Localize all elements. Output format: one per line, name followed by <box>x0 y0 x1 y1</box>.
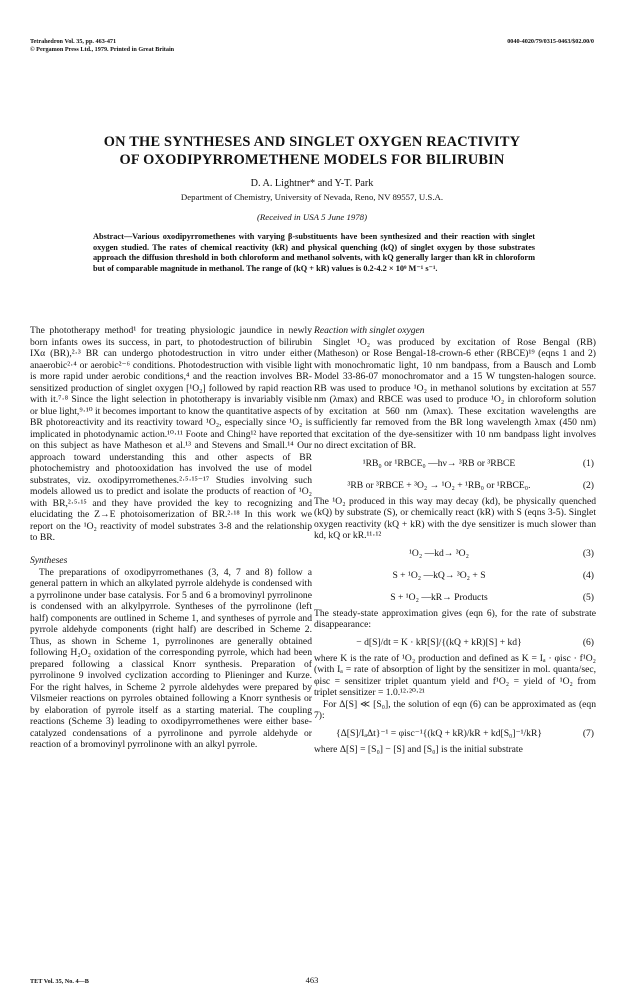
article-title <box>40 133 584 169</box>
equation-5 <box>314 586 596 608</box>
equation-3-body: ¹O₂ —kd→ ³O₂ <box>409 547 469 559</box>
title-line-2: OF OXODIPYRROMETHENE MODELS FOR BILIRUBIN <box>119 152 505 168</box>
section-heading: Reaction with singlet oxygen <box>314 325 425 336</box>
equation-6-number: (6) <box>582 636 594 648</box>
paragraph-3: The steady-state approximation gives (eqn 6), for the rate of substrate disappearance: <box>314 607 596 630</box>
equation-4-number: (4) <box>582 569 594 581</box>
authors: D. A. Lightner* and Y-T. Park <box>250 178 374 189</box>
syntheses-heading: Syntheses <box>30 555 68 566</box>
paragraph-2: The ¹O₂ produced in this way may decay (kd), be physically quenched (kQ) by substrate (S), or chemically react (kR) with S (eqns 3-5). Singlet oxygen reactivity (kQ + kR) with the dye sensitizer is much slower than kd, kQ or kR.¹¹·¹² <box>314 495 596 541</box>
equation-2-body: ³RB or ³RBCE + ³O₂ → ¹O₂ + ¹RB₀ or ¹RBCE₀. <box>347 479 531 491</box>
received-date: (Received in USA 5 June 1978) <box>257 212 367 222</box>
equation-1-number: (1) <box>582 457 594 469</box>
equation-7-body: {Δ[S]/IₐΔt}⁻¹ = φisc⁻¹{(kQ + kR)/kR + kd[S₀]⁻¹/kR} <box>336 727 542 739</box>
equation-1 <box>314 452 596 474</box>
equation-5-number: (5) <box>582 591 594 603</box>
intro-paragraph: The phototherapy method¹ for treating physiologic jaundice in newly born infants owes its success, in part, to photodestruction of bilirubin IXα (BR),²·³ BR can undergo photodestruction in vitro under either anaerobic²·⁴ or aerobic²⁻⁶ conditions. Photodestruction with visible light is more rapid under aerobic conditions,⁴ and the reaction involves BR-sensitized production of singlet oxygen [¹O₂] followed by rapid reaction with it.⁷·⁸ Since the light selection in phototherapy is invariably visible or blue light,⁹·¹⁰ it becomes important to know the quantitative aspects of BR photoreactivity and its reactivity toward ¹O₂, especially since ¹O₂ is implicated in photodynamic action.¹⁰·¹¹ Foote and Ching¹² have reported on this subject as have Matheson et al.¹³ and Stevens and Small.¹⁴ Our approach toward understanding this and other aspects of BR photochemistry and photooxidation has involved the use of model substrates, viz. oxodipyrromethenes.²·⁵·¹⁵⁻¹⁷ Studies involving such models allowed us to predict and isolate the products of reaction of ¹O₂ with BR,²·⁵·¹⁵ and they have provided the key to recognizing and elucidating the Z→E photoisomerization of BR.²·¹⁸ In this work we report on the ¹O₂ reactivity of model substrates 3-8 and the relationship to BR. <box>30 325 312 543</box>
page-number: 463 <box>305 975 319 985</box>
copyright-line: © Pergamon Press Ltd., 1979. Printed in Great Britain <box>30 46 175 53</box>
equation-3-number: (3) <box>582 547 594 559</box>
equation-6-body: − d[S]/dt = K · kR[S]/{(kQ + kR)[S] + kd} <box>356 636 522 648</box>
equation-2 <box>314 474 596 496</box>
syntheses-paragraph: The preparations of oxodipyrromethanes (3, 4, 7 and 8) follow a general pattern in which an alkylated pyrrole aldehyde is condensed with a pyrrolinone under base catalysis. For 5 and 6 a bromovinyl pyrrolinone is condensed with an alkylpyrrole. Syntheses of the pyrrolinone (left half) components are outlined in Scheme 1, and syntheses of pyrrole and pyrrole aldehyde components (right half) are described in Scheme 2. Thus, as shown in Scheme 1, pyrrolinones are generally obtained following H₂O₂ oxidation of the corresponding pyrrole, which had been prepared following a classical Knorr synthesis. Preparation of pyrrolinone 9 involved cyclization according to Plieninger and Kurze. For the right halves, in Scheme 2 pyrrole aldehydes were prepared by Vilsmeier reactions on pyrroles obtained following a Knorr synthesis or by elaboration of pyrrole itself as a starting material. The coupling reactions (Scheme 3) leading to oxodipyrromethenes were either base-catalyzed condensations of a pyrrolinone and pyrrole aldehyde or reaction of a bromovinyl pyrrolinone with an alkyl pyrrole. <box>30 566 312 750</box>
left-column <box>30 325 312 751</box>
paragraph-5: For Δ[S] ≪ [S₀], the solution of eqn (6) can be approximated as (eqn 7): <box>314 698 596 721</box>
equation-3 <box>314 542 596 564</box>
paragraph-4: where K is the rate of ¹O₂ production and defined as K = Iₐ · φisc · f¹O₂ (with Iₐ = rate of absorption of light by the sensitizer in mol. quanta/sec, φisc = sensitizer triplet quantum yield and f¹O₂ = yield of ¹O₂ from triplet sensitizer = 1.0.¹²·²⁰·²¹ <box>314 652 596 698</box>
equation-1-body: ¹RB₀ or ¹RBCE₀ —hν→ ³RB or ³RBCE <box>362 457 516 469</box>
title-line-1: ON THE SYNTHESES AND SINGLET OXYGEN REACTIVITY <box>103 134 521 150</box>
article-code: 0040-4020/79/0315-0463/$02.00/0 <box>507 38 594 45</box>
affiliation: Department of Chemistry, University of Nevada, Reno, NV 89557, U.S.A. <box>180 192 444 202</box>
journal-volume-line: Tetrahedron Vol. 35, pp. 463-471 <box>30 38 117 45</box>
paragraph-1: Singlet ¹O₂ was produced by excitation of Rose Bengal (RB) (Matheson) or Rose Bengal-18-crown-6 ether (RBCE)¹⁹ (eqns 1 and 2) with monochromatic light, 10 nm bandpass, from a Bausch and Lomb Model 33-86-07 monochromator and a 15 W tungsten-halogen source. RB was used to produce ¹O₂ in methanol solutions by excitation at 557 nm (λmax) and RBCE was used to produce ¹O₂ in chloroform solution by excitation at 560 nm (λmax). These excitation wavelengths are sufficiently far removed from the BR long wavelength λmax (450 nm) that excitation of the dye-sensitizer with 10 nm bandpass light involves no direct excitation of BR. <box>314 336 596 451</box>
equation-2-number: (2) <box>582 479 594 491</box>
equation-7-number: (7) <box>582 727 594 739</box>
equation-4 <box>314 564 596 586</box>
equation-4-body: S + ¹O₂ —kQ→ ³O₂ + S <box>392 569 486 581</box>
abstract: Abstract—Various oxodipyrromethenes with varying β-substituents have been synthesized and their reaction with singlet oxygen studied. The rates of chemical reactivity (kR) and physical quenching (kQ) of singlet oxygen by those substrates approach the diffusion threshold in both chloroform and methanol solvents, with kQ generally larger than kR in chloroform but of comparable magnitude in methanol. The range of (kQ + kR) values is 0.2-4.2 × 10⁹ M⁻¹ s⁻¹. <box>93 232 535 273</box>
journal-citation <box>30 38 174 54</box>
right-column <box>314 325 596 755</box>
paragraph-6: where Δ[S] = [S₀] − [S] and [S₀] is the initial substrate <box>314 743 523 755</box>
equation-5-body: S + ¹O₂ —kR→ Products <box>390 591 488 603</box>
footer-issue: TET Vol. 35, No. 4—B <box>30 978 89 985</box>
equation-7 <box>314 722 596 744</box>
equation-6 <box>314 631 596 653</box>
